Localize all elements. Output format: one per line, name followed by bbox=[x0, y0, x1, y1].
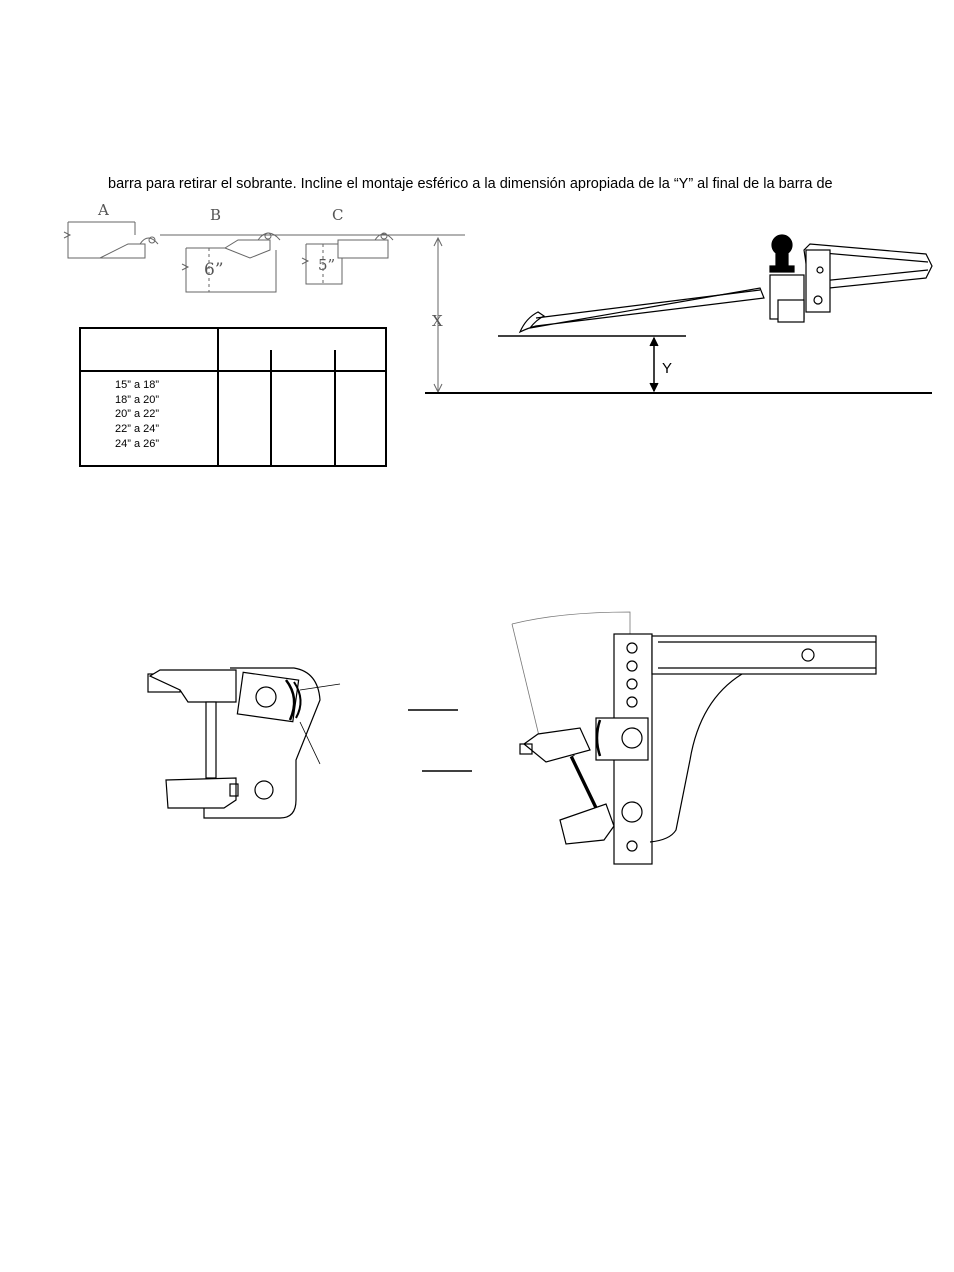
table-row: 15” a 18” bbox=[115, 379, 160, 391]
height-table bbox=[79, 327, 387, 467]
label-a: A bbox=[98, 201, 109, 219]
table-row: 18” a 20” bbox=[115, 393, 160, 406]
label-b: B bbox=[210, 206, 222, 224]
label-c-dimension: 5” bbox=[318, 256, 336, 274]
label-y: Y bbox=[662, 360, 673, 377]
table-row: 22” a 24” bbox=[115, 423, 160, 436]
shank-assembly-right bbox=[512, 612, 876, 864]
label-b-dimension: 6” bbox=[204, 260, 224, 280]
spring-bar-diagram bbox=[425, 235, 932, 393]
table-row: 24” a 26” bbox=[115, 437, 160, 450]
intro-paragraph: barra para retirar el sobrante. Incline el montaje esférico a la dimensión apropiada de la “Y” al final de la barra de bbox=[108, 176, 833, 192]
label-x: X bbox=[432, 312, 443, 330]
label-c: C bbox=[332, 206, 344, 224]
table-row: 20” a 22” bbox=[115, 408, 160, 421]
height-table-rows bbox=[115, 378, 159, 452]
bracket-detail-left bbox=[148, 668, 472, 818]
